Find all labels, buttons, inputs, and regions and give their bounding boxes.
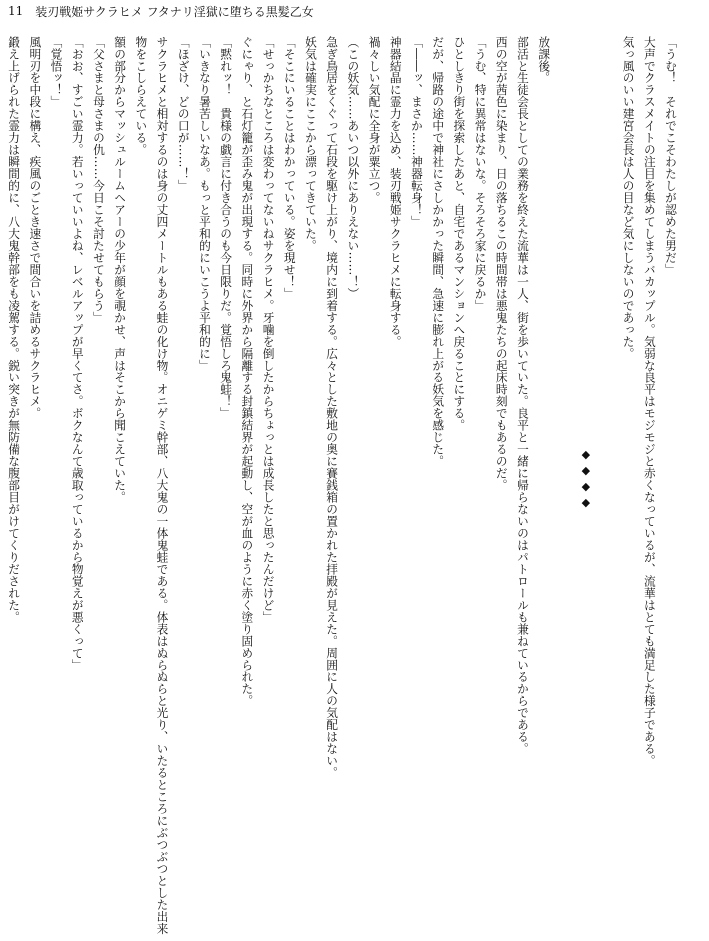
dialogue-line: 「――ッ、まさか……神器転身！」: [409, 36, 424, 228]
dialogue-line: 「ほざけ、どの口が……！」: [176, 36, 191, 192]
text-line: 妖気は確実にここから漂ってきていた。: [303, 36, 318, 252]
text-line: 額の部分からマッシュルームヘアーの少年が顔を覗かせ、声はそこから聞こえていた。: [113, 36, 128, 504]
dialogue-line: 「そこにいることはわかっている。姿を現せ！」: [282, 36, 297, 300]
text-line: ぐにゃり、と石灯籠が歪み鬼が出現する。同時に外界から隔離する封鎮結界が起動し、空が血のように赤く塗り固められた。: [240, 36, 255, 707]
thought-line: （この妖気……あいつ以外にありえない……！）: [346, 36, 361, 300]
dialogue-line: 「おお、すごい霊力。若いっていいよね、レベルアップが早くてさ。ボクなんて歳取っているから物覚えが悪くって」: [70, 36, 85, 671]
text-line: だが、帰路の途中で神社にさしかかった瞬間、急速に膨れ上がる妖気を感じた。: [431, 36, 446, 468]
text-line: 放課後。: [537, 36, 552, 84]
dialogue-line: 「父さまと母さまの仇……今日こそ討たせてもらう」: [91, 36, 106, 324]
dialogue-line: 「いきなり暑苦しいなあ。もっと平和的にいこうよ平和的に」: [197, 36, 212, 372]
blank-line: [554, 36, 575, 906]
text-line: サクラヒメと相対するのは身の丈四メートルもある蛙の化け物。オニゲミ幹部、八大鬼の一体鬼蛙である。体表はぬらぬらと光り、いたるところにぶつぶつとした出来: [155, 36, 170, 935]
scene-break-diamonds: ◆◆◆◆: [579, 448, 593, 512]
text-line: 風明刃を中段に構え、疾風のごとき速さで間合いを詰めるサクラヒメ。: [28, 36, 43, 420]
dialogue-line: 「うむ、特に異常はないな。そろそろ家に戻るか」: [473, 36, 488, 312]
text-line: 物をこしらえている。: [134, 36, 149, 156]
dialogue-line: 「せっかちなところは変わってないねサクラヒメ。牙噛を倒したからちょっとは成長したと思ったんだけど」: [261, 36, 276, 624]
text-line: 神器結晶に霊力を込め、装刃戦姫サクラヒメに転身する。: [388, 36, 403, 348]
text-line: 禍々しい気配に全身が粟立つ。: [367, 36, 382, 204]
text-line: 西の空が茜色に染まり、日の落ちるこの時間帯は悪鬼たちの起床時刻でもあるのだ。: [494, 36, 509, 492]
text-line: 部活と生徒会長としての業務を終えた流華は一人、街を歩いていた。良平と一緒に帰らないのはパトロールも兼ねているからである。: [515, 36, 530, 755]
text-line: 気っ風のいい建宮会長は人の目など気にしないのであった。: [621, 36, 636, 360]
book-title: 装刃戦姫サクラヒメ フタナリ淫獄に堕ちる黒髪乙女: [35, 4, 314, 19]
dialogue-line: 「黙れッ！ 貴様の戯言に付き合うのも今日限りだ。覚悟しろ鬼蛙！」: [219, 36, 234, 420]
text-line: ひとしきり街を探索したあと、自宅であるマンションへ戻ることにする。: [452, 36, 467, 432]
text-line: 「うむ！ それでこそわたしが認めた男だ」: [664, 36, 678, 276]
running-header: [8, 2, 314, 20]
vertical-body-text: [0, 36, 681, 935]
dialogue-line: 「覚悟ッ！」: [49, 36, 64, 108]
text-line: 急ぎ鳥居をくぐって石段を駆け上がり、境内に到着する。広々とした敷地の奥に賽銭箱の置かれた拝殿が見えた。周囲に人の気配はない。: [325, 36, 340, 779]
page-number: 11: [8, 4, 24, 18]
text-line: 鍛え上げられた霊力は瞬間的に、八大鬼幹部をも凌駕する。鋭い突きが無防備な腹部目がけてくりだされた。: [7, 36, 22, 624]
blank-line: [596, 36, 617, 906]
text-line: 大声でクラスメイトの注目を集めてしまうバカップル。気弱な良平はモジモジと赤くなっているが、流華はとても満足した様子である。: [642, 36, 657, 767]
